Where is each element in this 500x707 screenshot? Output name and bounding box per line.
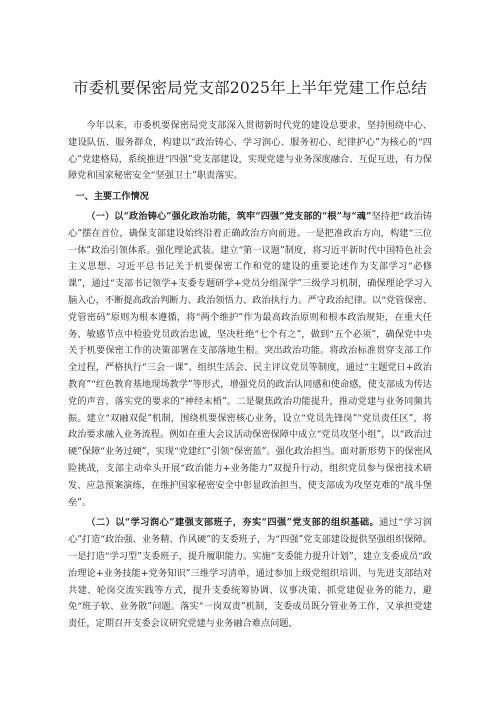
item-2-text: 通过“学习润心”打造“政治强、业务精、作风硬”的支委班子，为“四强”党支部建设提供坚强组织保障。一是打造“学习型”支委班子，提升履职能力。实施“支委能力提升计划”，建立支委成员“政治理论+业务技能+党务知识”三维学习清单，通过参加上级党组织培训、与先进支部结对共建、轮岗交流实践等方式，提升支委统筹协调、议事决策、抓党建促业务的能力，避免“班子软、业务散”问题。落实“一岗双责”机制，支委成员既分管业务工作，又承担党建责任，定期召开支委会议研究党建与业务融合难点问题，: [68, 517, 432, 630]
item-1-text: 坚持把“政治铸心”摆在首位，确保支部建设始终沿着正确政治方向前进。一是把准政治方向，构建“三位一体”政治引领体系。强化理论武装。建立“第一议题”制度，将习近平新时代中国特色社会主义思想、习近平总书记关于机要保密工作和党的建设的重要论述作为支部学习“必修课”，通过“支部书记领学+支委专题研学+党员分组深学”三级学习机制，确保理论学习入脑入心，不断提高政治判断力、政治领悟力、政治执行力。严守政治纪律。以“党管保密、党管密码”原则为根本遵循，将“两个维护”作为最高政治原则和根本政治规矩，在重大任务、敏感节点中检验党员政治忠诚，坚决杜绝“七个有之”，做到“五个必须”，确保党中央关于机要保密工作的决策部署在支部落地生根。突出政治功能。将政治标准贯穿支部工作全过程，严格执行“三会一课”、组织生活会、民主评议党员等制度，通过“主题党日+政治教育”“红色教育基地现场教学”等形式，增强党员的政治认同感和使命感，使支部成为传达党的声音、落实党的要求的“神经末梢”。二是聚焦政治功能提升，推动党建与业务同频共振。建立“双融双促”机制，围绕机要保密核心业务，设立“党员先锋岗”“党员责任区”，将政治要求融入业务流程。例如在重大会议活动保密保障中成立“党员攻坚小组”，以“政治过硬”保障“业务过硬”，实现“党建红”引领“保密蓝”。强化政治担当。面对新形势下的保密风险挑战，支部主动牵头开展“政治能力+业务能力”双提升行动，组织党员参与保密技术研发、应急预案演练，在维护国家秘密安全中彰显政治担当，使支部成为攻坚克难的“战斗堡垒”。: [68, 210, 432, 508]
item-1-lead: （一）以“政治铸心”强化政治功能，筑牢“四强”党支部的“根”与“魂”: [86, 210, 372, 222]
item-2-lead: （二）以“学习润心”建强支部班子，夯实“四强”党支部的组织基础。: [86, 517, 380, 529]
intro-paragraph: 今年以来，市委机要保密局党支部深入贯彻新时代党的建设总要求，坚持围绕中心、建设队伍、服务群众，构建以“政治铸心、学习润心、服务初心、纪律护心”为核心的“四心”党建格局，系统推进“四强”党支部建设，实现党建与业务深度融合、互促互进，有力保障党和国家秘密安全“坚强卫士”职责落实。: [68, 120, 432, 182]
section-heading: 一、主要工作情况: [75, 191, 149, 203]
item-1-paragraph: [68, 209, 432, 511]
document-title: 市委机要保密局党支部2025年上半年党建工作总结: [72, 79, 428, 97]
item-2-paragraph: [68, 515, 432, 633]
